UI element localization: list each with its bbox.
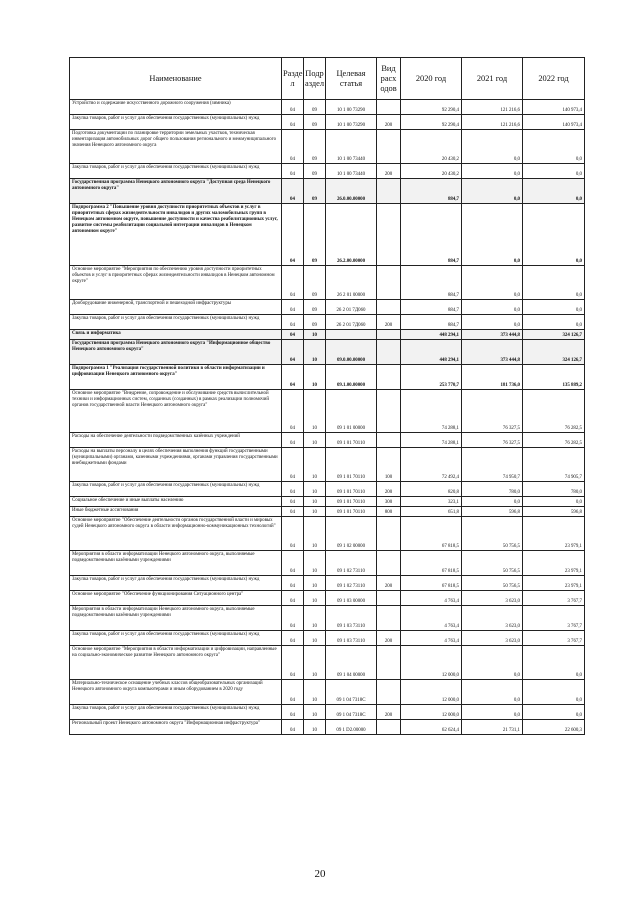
cell-vr bbox=[377, 646, 401, 680]
cell-pr: 10 bbox=[304, 646, 326, 680]
cell-vr: 200 bbox=[377, 631, 401, 646]
cell-pr: 10 bbox=[304, 606, 326, 631]
cell-name: Мероприятия в области информатизации Ненецкого автономного округа, выполняемые подведомственными казёнными учреждениями bbox=[70, 551, 282, 576]
cell-vr: 200 bbox=[377, 164, 401, 179]
cell-pr: 10 bbox=[304, 497, 326, 507]
cell-y2020: 4 763,4 bbox=[401, 591, 462, 606]
table-row bbox=[70, 130, 585, 164]
cell-y2022: 22 600,3 bbox=[523, 720, 585, 735]
cell-pr: 10 bbox=[304, 507, 326, 517]
cell-cs bbox=[326, 330, 377, 340]
cell-pr: 09 bbox=[304, 179, 326, 204]
cell-y2022: 596,8 bbox=[523, 507, 585, 517]
cell-y2021: 3 623,0 bbox=[462, 591, 523, 606]
cell-y2020: 12 000,0 bbox=[401, 646, 462, 680]
cell-pr: 10 bbox=[304, 551, 326, 576]
cell-y2021: 121 216,6 bbox=[462, 115, 523, 130]
cell-rz: 04 bbox=[282, 517, 304, 551]
cell-y2020: 12 000,0 bbox=[401, 705, 462, 720]
cell-rz: 04 bbox=[282, 497, 304, 507]
cell-name: Основное мероприятие "Мероприятия по обеспечению уровня доступности приоритетных объектов и услуг в приоритетных сферах жизнедеятельности инвалидов в Ненецком автономном округе" bbox=[70, 266, 282, 300]
cell-pr: 10 bbox=[304, 591, 326, 606]
table-row bbox=[70, 164, 585, 179]
cell-y2021: 76 327,5 bbox=[462, 433, 523, 448]
cell-y2022: 0,0 bbox=[523, 646, 585, 680]
cell-cs: 26.0.00.00000 bbox=[326, 179, 377, 204]
cell-cs: 10 1 00 73440 bbox=[326, 130, 377, 164]
cell-cs: 26 2 01 7Д060 bbox=[326, 315, 377, 330]
table-row bbox=[70, 448, 585, 482]
cell-cs: 09 1 01 00000 bbox=[326, 390, 377, 433]
cell-y2021: 0,0 bbox=[462, 646, 523, 680]
cell-name: Государственная программа Ненецкого автономного округа "Информационное общество Ненецкого автономного округа" bbox=[70, 340, 282, 365]
cell-name: Дооборудование инженерной, транспортной и пешеходной инфраструктуры bbox=[70, 300, 282, 315]
cell-y2022: 0,0 bbox=[523, 164, 585, 179]
cell-pr: 09 bbox=[304, 300, 326, 315]
cell-name: Закупка товаров, работ и услуг для обеспечения государственных (муниципальных) нужд bbox=[70, 482, 282, 497]
table-row bbox=[70, 315, 585, 330]
cell-pr: 10 bbox=[304, 705, 326, 720]
cell-y2022: 23 979,1 bbox=[523, 517, 585, 551]
cell-y2021: 0,0 bbox=[462, 179, 523, 204]
cell-cs: 09 1 01 70110 bbox=[326, 497, 377, 507]
cell-y2021: 0,0 bbox=[462, 266, 523, 300]
table-row bbox=[70, 576, 585, 591]
cell-rz: 04 bbox=[282, 300, 304, 315]
cell-vr bbox=[377, 680, 401, 705]
cell-y2020: 323,1 bbox=[401, 497, 462, 507]
table-row bbox=[70, 680, 585, 705]
table-row bbox=[70, 646, 585, 680]
cell-y2020: 884,7 bbox=[401, 179, 462, 204]
cell-y2020: 4 763,4 bbox=[401, 631, 462, 646]
cell-rz: 04 bbox=[282, 551, 304, 576]
header-section: Разде л bbox=[282, 58, 304, 100]
cell-name: Иные бюджетные ассигнования bbox=[70, 507, 282, 517]
cell-y2021: 0,0 bbox=[462, 300, 523, 315]
cell-vr bbox=[377, 390, 401, 433]
cell-vr: 100 bbox=[377, 448, 401, 482]
cell-vr bbox=[377, 591, 401, 606]
page-number: 20 bbox=[314, 868, 326, 880]
cell-vr bbox=[377, 606, 401, 631]
cell-pr: 10 bbox=[304, 390, 326, 433]
budget-table bbox=[69, 57, 585, 735]
cell-vr bbox=[377, 433, 401, 448]
cell-rz: 04 bbox=[282, 100, 304, 115]
cell-name: Основное мероприятие "Обеспечение функционирования Ситуационного центра" bbox=[70, 591, 282, 606]
cell-vr: 800 bbox=[377, 507, 401, 517]
cell-rz: 04 bbox=[282, 365, 304, 390]
cell-rz: 04 bbox=[282, 591, 304, 606]
table-row bbox=[70, 591, 585, 606]
cell-cs: 09 1 01 70110 bbox=[326, 448, 377, 482]
cell-y2022: 324 126,7 bbox=[523, 330, 585, 340]
table-row bbox=[70, 365, 585, 390]
header-subsection: Подр аздел bbox=[304, 58, 326, 100]
table-row bbox=[70, 100, 585, 115]
cell-y2021: 181 736,0 bbox=[462, 365, 523, 390]
cell-y2020: 253 770,7 bbox=[401, 365, 462, 390]
table-row bbox=[70, 705, 585, 720]
cell-y2021: 0,0 bbox=[462, 164, 523, 179]
cell-y2021: 3 623,0 bbox=[462, 631, 523, 646]
cell-vr bbox=[377, 179, 401, 204]
cell-cs: 09 1 01 70110 bbox=[326, 507, 377, 517]
cell-y2021: 121 216,6 bbox=[462, 100, 523, 115]
cell-rz: 04 bbox=[282, 204, 304, 266]
cell-vr bbox=[377, 330, 401, 340]
cell-vr bbox=[377, 365, 401, 390]
cell-pr: 09 bbox=[304, 315, 326, 330]
cell-cs: 09 1 03 00000 bbox=[326, 591, 377, 606]
cell-rz: 04 bbox=[282, 646, 304, 680]
cell-vr bbox=[377, 551, 401, 576]
cell-y2021: 0,0 bbox=[462, 315, 523, 330]
table-row bbox=[70, 517, 585, 551]
cell-vr bbox=[377, 517, 401, 551]
cell-y2022: 0,0 bbox=[523, 179, 585, 204]
cell-name: Расходы на выплаты персоналу в целях обеспечения выполнения функций государственными (муниципальными) органами, казенными учреждениями, органами управления государственными внебюджетными фондами bbox=[70, 448, 282, 482]
cell-vr bbox=[377, 130, 401, 164]
cell-pr: 10 bbox=[304, 576, 326, 591]
cell-y2021: 76 327,5 bbox=[462, 390, 523, 433]
cell-y2021: 50 756,5 bbox=[462, 517, 523, 551]
cell-y2020: 884,7 bbox=[401, 300, 462, 315]
header-year-2020: 2020 год bbox=[401, 58, 462, 100]
cell-vr: 300 bbox=[377, 497, 401, 507]
table-row bbox=[70, 606, 585, 631]
cell-rz: 04 bbox=[282, 115, 304, 130]
table-row bbox=[70, 266, 585, 300]
cell-y2020: 448 294,1 bbox=[401, 340, 462, 365]
cell-cs: 10 1 00 73440 bbox=[326, 164, 377, 179]
cell-cs: 09 1 01 70110 bbox=[326, 482, 377, 497]
cell-cs: 10 1 00 73290 bbox=[326, 100, 377, 115]
cell-y2022: 0,0 bbox=[523, 705, 585, 720]
cell-y2020: 20 430,2 bbox=[401, 130, 462, 164]
cell-cs: 09 1 01 70110 bbox=[326, 433, 377, 448]
cell-name: Закупка товаров, работ и услуг для обеспечения государственных (муниципальных) нужд bbox=[70, 705, 282, 720]
cell-y2021: 780,0 bbox=[462, 482, 523, 497]
cell-y2022: 0,0 bbox=[523, 130, 585, 164]
cell-y2021: 373 444,8 bbox=[462, 340, 523, 365]
cell-pr: 10 bbox=[304, 680, 326, 705]
cell-y2021: 0,0 bbox=[462, 130, 523, 164]
table-row bbox=[70, 115, 585, 130]
cell-vr: 200 bbox=[377, 115, 401, 130]
header-name: Наименование bbox=[70, 58, 282, 100]
table-row bbox=[70, 507, 585, 517]
cell-name: Закупка товаров, работ и услуг для обеспечения государственных (муниципальных) нужд bbox=[70, 164, 282, 179]
cell-y2021: 0,0 bbox=[462, 204, 523, 266]
cell-y2020: 72 492,4 bbox=[401, 448, 462, 482]
cell-y2021: 0,0 bbox=[462, 680, 523, 705]
cell-pr: 10 bbox=[304, 365, 326, 390]
cell-y2022: 76 282,5 bbox=[523, 433, 585, 448]
cell-rz: 04 bbox=[282, 448, 304, 482]
cell-name: Мероприятия в области информатизации Ненецкого автономного округа, выполняемые подведомственными казёнными учреждениями bbox=[70, 606, 282, 631]
cell-cs: 09 1 03 73110 bbox=[326, 606, 377, 631]
table-row bbox=[70, 179, 585, 204]
cell-rz: 04 bbox=[282, 482, 304, 497]
cell-vr bbox=[377, 204, 401, 266]
table-row bbox=[70, 482, 585, 497]
cell-pr: 10 bbox=[304, 631, 326, 646]
cell-y2022: 23 979,1 bbox=[523, 551, 585, 576]
cell-pr: 09 bbox=[304, 130, 326, 164]
cell-name: Расходы на обеспечение деятельности подведомственных казённых учреждений bbox=[70, 433, 282, 448]
cell-rz: 04 bbox=[282, 340, 304, 365]
cell-name: Государственная программа Ненецкого автономного округа "Доступная среда Ненецкого автономного округа" bbox=[70, 179, 282, 204]
cell-y2020: 74 288,1 bbox=[401, 433, 462, 448]
header-expense-type: Вид расх одов bbox=[377, 58, 401, 100]
cell-cs: 26 2 01 7Д060 bbox=[326, 300, 377, 315]
cell-rz: 04 bbox=[282, 606, 304, 631]
cell-name: Региональный проект Ненецкого автономного округа "Информационная инфраструктура" bbox=[70, 720, 282, 735]
table-row bbox=[70, 204, 585, 266]
cell-cs: 26.2.00.00000 bbox=[326, 204, 377, 266]
cell-y2022: 0,0 bbox=[523, 204, 585, 266]
cell-y2022: 0,0 bbox=[523, 497, 585, 507]
cell-y2022: 0,0 bbox=[523, 315, 585, 330]
cell-rz: 04 bbox=[282, 390, 304, 433]
cell-rz: 04 bbox=[282, 576, 304, 591]
cell-y2022: 76 282,5 bbox=[523, 390, 585, 433]
cell-name: Подпрограмма 1 "Реализация государственной политики в области информатизации и цифровизации Ненецкого автономного округа" bbox=[70, 365, 282, 390]
cell-y2020: 884,7 bbox=[401, 204, 462, 266]
cell-y2022: 780,0 bbox=[523, 482, 585, 497]
cell-rz: 04 bbox=[282, 179, 304, 204]
cell-pr: 09 bbox=[304, 100, 326, 115]
cell-y2021: 373 444,8 bbox=[462, 330, 523, 340]
cell-y2022: 324 126,7 bbox=[523, 340, 585, 365]
cell-pr: 10 bbox=[304, 433, 326, 448]
cell-name: Закупка товаров, работ и услуг для обеспечения государственных (муниципальных) нужд bbox=[70, 631, 282, 646]
cell-vr bbox=[377, 300, 401, 315]
cell-pr: 09 bbox=[304, 115, 326, 130]
cell-y2020: 448 294,1 bbox=[401, 330, 462, 340]
cell-y2020: 20 430,2 bbox=[401, 164, 462, 179]
cell-pr: 10 bbox=[304, 448, 326, 482]
cell-rz: 04 bbox=[282, 720, 304, 735]
cell-y2020: 12 000,0 bbox=[401, 680, 462, 705]
cell-y2020: 67 818,5 bbox=[401, 517, 462, 551]
cell-rz: 04 bbox=[282, 330, 304, 340]
cell-pr: 09 bbox=[304, 204, 326, 266]
header-year-2022: 2022 год bbox=[523, 58, 585, 100]
cell-cs: 10 1 00 73290 bbox=[326, 115, 377, 130]
cell-y2020: 67 818,5 bbox=[401, 576, 462, 591]
cell-vr bbox=[377, 340, 401, 365]
cell-y2022: 23 979,1 bbox=[523, 576, 585, 591]
cell-pr: 10 bbox=[304, 482, 326, 497]
header-target-article: Целевая статья bbox=[326, 58, 377, 100]
cell-pr: 09 bbox=[304, 266, 326, 300]
table-row bbox=[70, 340, 585, 365]
cell-vr bbox=[377, 100, 401, 115]
cell-vr bbox=[377, 720, 401, 735]
cell-y2021: 50 756,5 bbox=[462, 576, 523, 591]
cell-vr: 200 bbox=[377, 315, 401, 330]
cell-name: Закупка товаров, работ и услуг для обеспечения государственных (муниципальных) нужд bbox=[70, 315, 282, 330]
cell-cs: 09 1 02 00000 bbox=[326, 517, 377, 551]
cell-y2021: 21 731,1 bbox=[462, 720, 523, 735]
cell-rz: 04 bbox=[282, 315, 304, 330]
cell-cs: 09 1 D2.00000 bbox=[326, 720, 377, 735]
cell-y2022: 3 767,7 bbox=[523, 606, 585, 631]
cell-y2020: 62 624,4 bbox=[401, 720, 462, 735]
cell-y2022: 0,0 bbox=[523, 266, 585, 300]
cell-name: Связь и информатика bbox=[70, 330, 282, 340]
cell-pr: 09 bbox=[304, 164, 326, 179]
cell-cs: 09 1 02 73110 bbox=[326, 551, 377, 576]
cell-name: Подготовка документации по планировке территории земельных участков, техническая инвентаризация автомобильных дорог общего пользования регионального и межмуниципального значения Ненецкого автономного округа bbox=[70, 130, 282, 164]
cell-name: Основное мероприятие "Внедрение, сопровождение и обслуживание средств вычислительной техники и информационных систем, созданных (созданных) в рамках реализации полномочий органов государственной власти Ненецкого автономного округа" bbox=[70, 390, 282, 433]
cell-name: Устройство и содержание искусственного дорожного сооружения (зимника) bbox=[70, 100, 282, 115]
cell-y2020: 651,8 bbox=[401, 507, 462, 517]
cell-vr: 200 bbox=[377, 482, 401, 497]
table-row bbox=[70, 720, 585, 735]
cell-rz: 04 bbox=[282, 130, 304, 164]
table-row bbox=[70, 390, 585, 433]
cell-vr: 200 bbox=[377, 576, 401, 591]
cell-name: Подпрограмма 2 "Повышение уровня доступности приоритетных объектов и услуг в приоритетных сферах жизнедеятельности инвалидов и других маломобильных групп в Ненецком автономном округе, повышение доступности и качества реабилитационных услуг, развитие системы реабилитации социальной интеграции инвалидов в Ненецком автономном округе" bbox=[70, 204, 282, 266]
cell-rz: 04 bbox=[282, 266, 304, 300]
table-row bbox=[70, 631, 585, 646]
cell-y2020: 92 290,4 bbox=[401, 100, 462, 115]
cell-cs: 09 1 04 7318С bbox=[326, 705, 377, 720]
cell-y2022: 3 767,7 bbox=[523, 591, 585, 606]
cell-rz: 04 bbox=[282, 705, 304, 720]
cell-y2022: 74 905,7 bbox=[523, 448, 585, 482]
table-row bbox=[70, 551, 585, 576]
cell-pr: 10 bbox=[304, 340, 326, 365]
cell-vr: 200 bbox=[377, 705, 401, 720]
cell-y2022: 140 973,4 bbox=[523, 100, 585, 115]
cell-y2020: 92 290,4 bbox=[401, 115, 462, 130]
cell-y2021: 0,0 bbox=[462, 497, 523, 507]
cell-cs: 09 1 04 7318С bbox=[326, 680, 377, 705]
table-row bbox=[70, 433, 585, 448]
cell-name: Социальное обеспечение и иные выплаты населению bbox=[70, 497, 282, 507]
cell-cs: 09 1 04 00000 bbox=[326, 646, 377, 680]
cell-rz: 04 bbox=[282, 507, 304, 517]
cell-name: Основное мероприятие "Мероприятия в области информатизации и цифровизации, направленные на социально-экономическое развитие Ненецкого автономного округа" bbox=[70, 646, 282, 680]
cell-y2020: 67 818,5 bbox=[401, 551, 462, 576]
cell-y2021: 596,8 bbox=[462, 507, 523, 517]
cell-y2022: 0,0 bbox=[523, 300, 585, 315]
cell-y2022: 3 767,7 bbox=[523, 631, 585, 646]
cell-name: Закупка товаров, работ и услуг для обеспечения государственных (муниципальных) нужд bbox=[70, 115, 282, 130]
cell-cs: 09 1 03 73110 bbox=[326, 631, 377, 646]
table-row bbox=[70, 497, 585, 507]
cell-y2021: 50 756,5 bbox=[462, 551, 523, 576]
cell-y2021: 3 623,0 bbox=[462, 606, 523, 631]
cell-y2020: 4 763,4 bbox=[401, 606, 462, 631]
cell-y2021: 74 950,7 bbox=[462, 448, 523, 482]
cell-y2020: 884,7 bbox=[401, 315, 462, 330]
cell-pr: 10 bbox=[304, 330, 326, 340]
cell-name: Материально-техническое оснащение учебных классов общеобразовательных организаций Ненецкого автономного округа компьютерами и иным оборудованием в 2020 году bbox=[70, 680, 282, 705]
table-row bbox=[70, 330, 585, 340]
cell-rz: 04 bbox=[282, 631, 304, 646]
cell-rz: 04 bbox=[282, 164, 304, 179]
table-header-row bbox=[70, 58, 585, 100]
cell-y2020: 820,8 bbox=[401, 482, 462, 497]
cell-y2020: 74 288,1 bbox=[401, 390, 462, 433]
cell-rz: 04 bbox=[282, 433, 304, 448]
cell-y2022: 0,0 bbox=[523, 680, 585, 705]
cell-cs: 09.1.00.00000 bbox=[326, 365, 377, 390]
cell-vr bbox=[377, 266, 401, 300]
cell-pr: 10 bbox=[304, 720, 326, 735]
cell-y2022: 140 973,4 bbox=[523, 115, 585, 130]
table-row bbox=[70, 300, 585, 315]
cell-y2020: 884,7 bbox=[401, 266, 462, 300]
cell-pr: 10 bbox=[304, 517, 326, 551]
cell-name: Основное мероприятие "Обеспечение деятельности органов государственной власти и мировых судей Ненецкого автономного округа в области информационно-коммуникационных технологий" bbox=[70, 517, 282, 551]
cell-rz: 04 bbox=[282, 680, 304, 705]
cell-cs: 09.0.00.00000 bbox=[326, 340, 377, 365]
cell-name: Закупка товаров, работ и услуг для обеспечения государственных (муниципальных) нужд bbox=[70, 576, 282, 591]
cell-cs: 26 2 01 00000 bbox=[326, 266, 377, 300]
header-year-2021: 2021 год bbox=[462, 58, 523, 100]
cell-y2021: 0,0 bbox=[462, 705, 523, 720]
cell-cs: 09 1 02 73110 bbox=[326, 576, 377, 591]
cell-y2022: 135 889,2 bbox=[523, 365, 585, 390]
